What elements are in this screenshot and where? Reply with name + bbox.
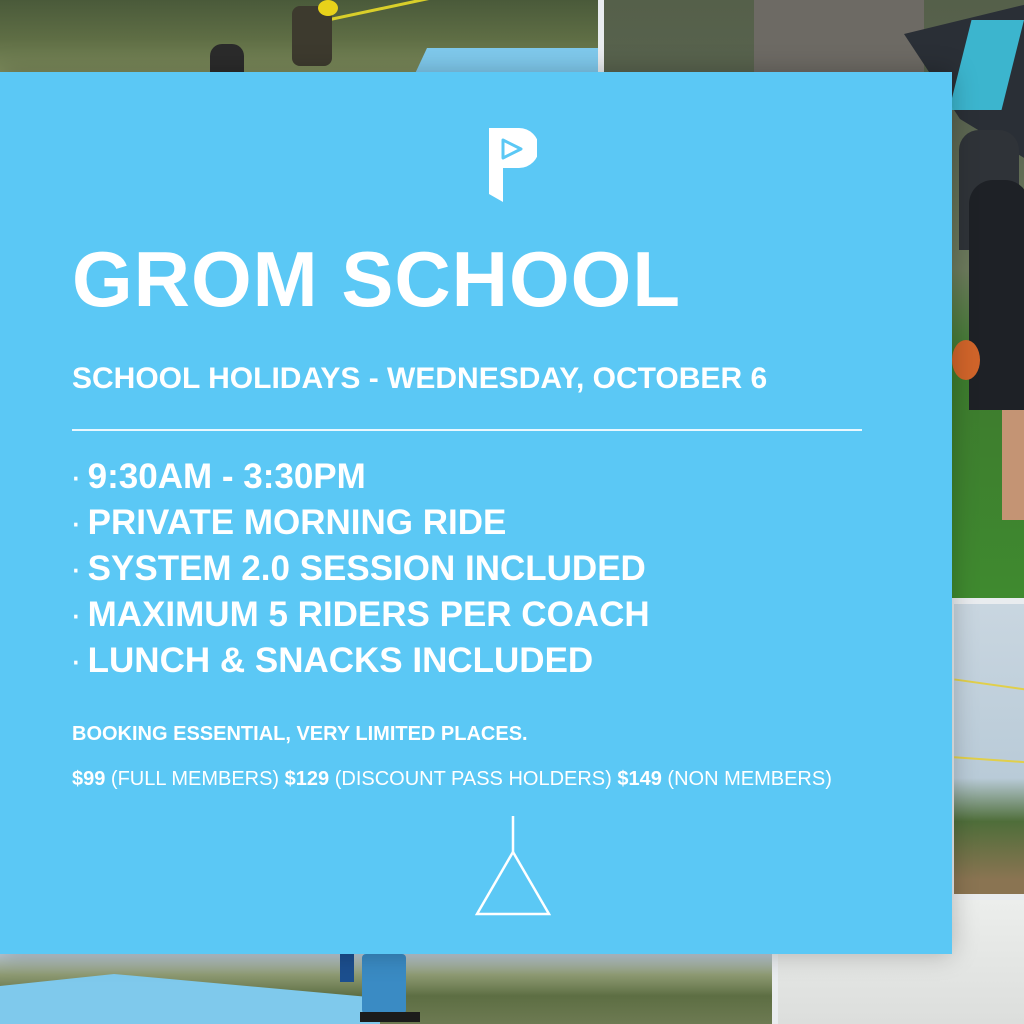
detail-item <box>70 592 650 638</box>
bullet-dot: · <box>70 595 82 634</box>
bullet-dot: · <box>70 503 82 542</box>
price-label: (DISCOUNT PASS HOLDERS) <box>329 768 618 790</box>
event-date-subtitle: SCHOOL HOLIDAYS - WEDNESDAY, OCTOBER 6 <box>72 362 768 395</box>
bullet-dot: · <box>70 641 82 680</box>
divider <box>72 429 862 431</box>
detail-text: SYSTEM 2.0 SESSION INCLUDED <box>87 549 646 588</box>
photo-wakeboard-riders <box>0 0 598 72</box>
detail-item <box>70 500 650 546</box>
details-list <box>70 454 650 684</box>
detail-text: LUNCH & SNACKS INCLUDED <box>87 641 594 680</box>
detail-item <box>70 454 650 500</box>
price-amount: $129 <box>284 768 330 790</box>
brand-p-logo-icon <box>489 128 537 202</box>
detail-text: PRIVATE MORNING RIDE <box>87 503 507 542</box>
pricing-line <box>72 768 832 791</box>
price-amount: $149 <box>617 768 662 790</box>
price-label: (NON MEMBERS) <box>661 768 832 790</box>
detail-text: MAXIMUM 5 RIDERS PER COACH <box>87 595 650 634</box>
detail-item <box>70 638 650 684</box>
detail-item <box>70 546 650 592</box>
price-amount: $99 <box>72 768 106 790</box>
photo-rider-on-ramp <box>0 954 772 1024</box>
price-label: (FULL MEMBERS) <box>105 768 285 790</box>
cable-handle-triangle-icon <box>475 814 551 918</box>
booking-note: BOOKING ESSENTIAL, VERY LIMITED PLACES. <box>72 723 528 745</box>
photo-cable-sky <box>954 604 1024 894</box>
bullet-dot: · <box>70 549 82 588</box>
page-title: GROM SCHOOL <box>72 235 681 323</box>
detail-text: 9:30AM - 3:30PM <box>87 457 366 496</box>
bullet-dot: · <box>70 457 82 496</box>
